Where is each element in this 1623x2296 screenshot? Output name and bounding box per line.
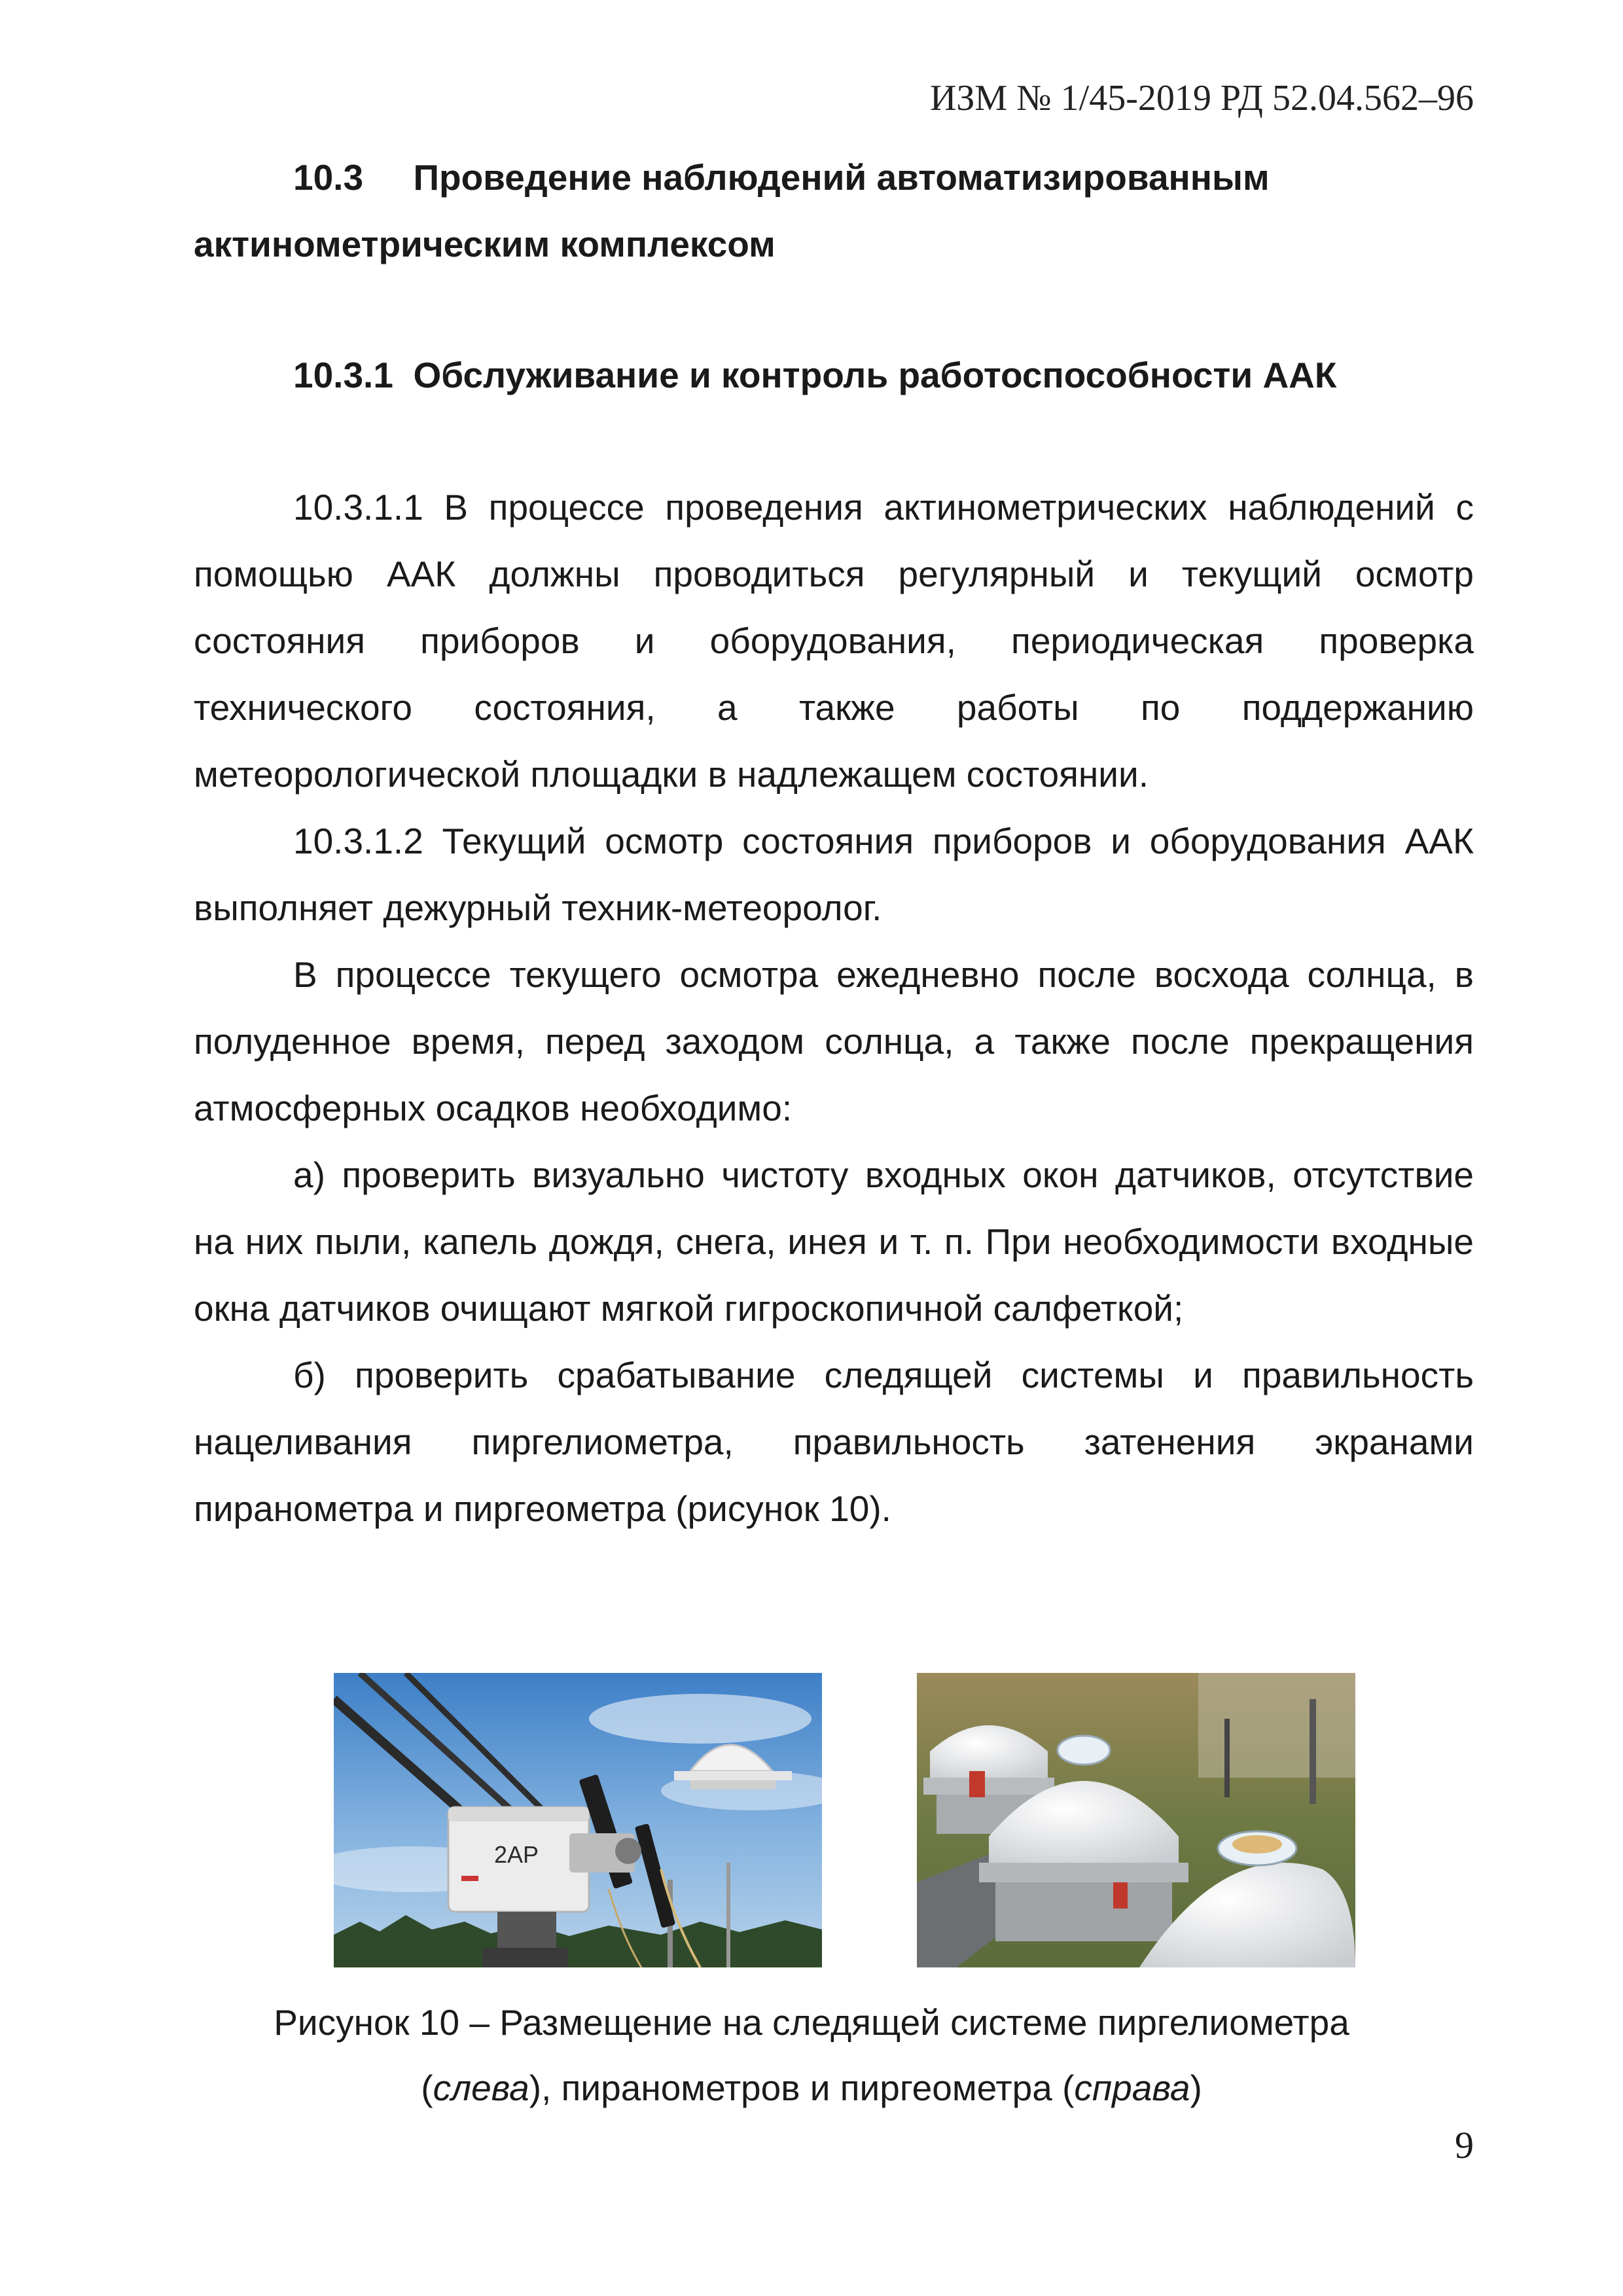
photo-pyrheliometer-drawing <box>334 1673 822 1967</box>
figure-10 <box>0 1673 1623 1967</box>
photo-pyranometers-drawing <box>917 1673 1355 1967</box>
photo-pyranometers <box>917 1673 1355 1967</box>
device-label: 2AP <box>494 1841 539 1868</box>
caption-open: ( <box>421 2068 433 2108</box>
figure-caption-line2 <box>0 2055 1623 2121</box>
caption-mid: ), пиранометров и пиргеометра ( <box>529 2068 1075 2108</box>
paragraph-10-3-1-2: 10.3.1.2 Текущий осмотр состояния приборов и оборудования ААК выполняет дежурный техник-метеоролог. <box>194 821 1474 928</box>
page-content <box>194 144 1474 1542</box>
section-title-line1: Проведение наблюдений автоматизированным <box>413 157 1270 198</box>
list-item-a: а) проверить визуально чистоту входных окон датчиков, отсутствие на них пыли, капель дождя, снега, инея и т. п. При необходимости входные окна датчиков очищают мягкой гигроскопичной салфеткой; <box>194 1155 1474 1329</box>
paragraph-inspection: В процессе текущего осмотра ежедневно после восхода солнца, в полуденное время, перед заходом солнца, а также после прекращения атмосферных осадков необходимо: <box>194 954 1474 1128</box>
paragraph-10-3-1-1: 10.3.1.1 В процессе проведения актинометрических наблюдений с помощью ААК должны проводиться регулярный и текущий осмотр состояния приборов и оборудования, периодическая проверка технического состояния, а также работы по поддержанию метеорологической площадки в надлежащем состоянии. <box>194 487 1474 795</box>
page-header: ИЗМ № 1/45-2019 РД 52.04.562–96 <box>929 78 1474 118</box>
section-number: 10.3 <box>293 157 364 198</box>
figure-caption <box>0 1990 1623 2121</box>
photo-pyrheliometer <box>334 1673 822 1967</box>
list-item-b: б) проверить срабатывание следящей системы и правильность нацеливания пиргелиометра, правильность затенения экранами пиранометра и пиргеометра (рисунок 10). <box>194 1355 1474 1529</box>
caption-close: ) <box>1190 2068 1202 2108</box>
page-number: 9 <box>1455 2124 1474 2166</box>
section-heading <box>194 144 1474 211</box>
caption-right-italic: справа <box>1074 2068 1190 2108</box>
figure-caption-line1: Рисунок 10 – Размещение на следящей системе пиргелиометра <box>274 2002 1349 2043</box>
subsection-number: 10.3.1 <box>293 355 393 395</box>
caption-left-italic: слева <box>433 2068 529 2108</box>
subsection-heading <box>194 342 1474 408</box>
subsection-title: Обслуживание и контроль работоспособности ААК <box>413 355 1337 395</box>
section-heading-line2: актинометрическим комплексом <box>194 224 776 264</box>
